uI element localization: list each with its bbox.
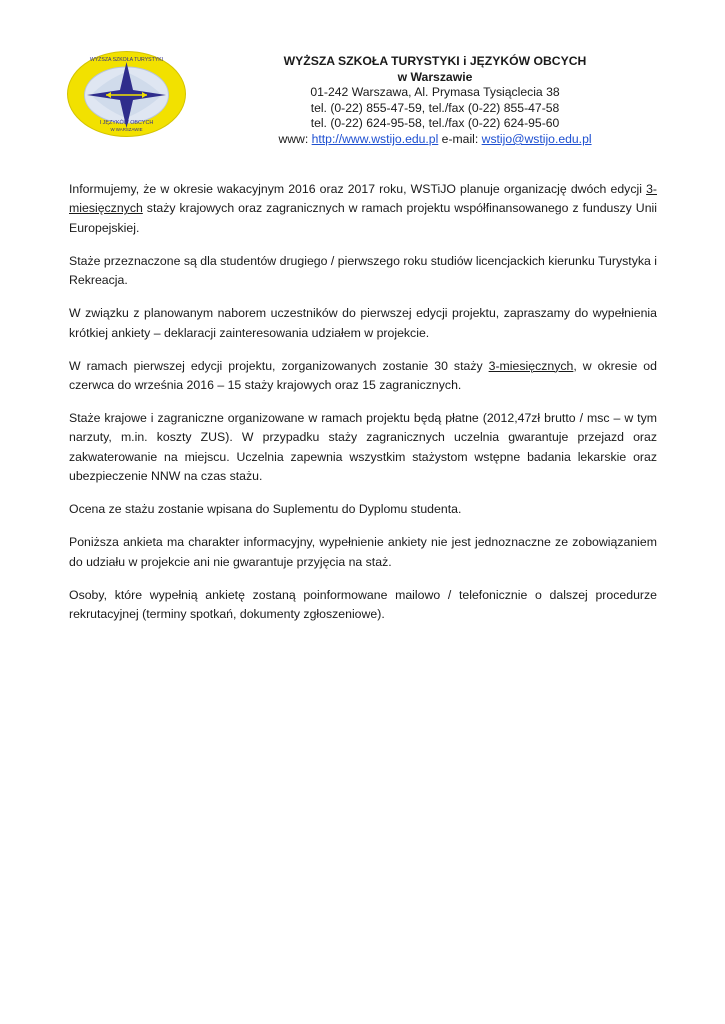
paragraph-2: Staże przeznaczone są dla studentów drugiego / pierwszego roku studiów licencjackich kierunku Turystyka i Rekreacja. — [69, 253, 657, 288]
letterhead — [230, 54, 640, 148]
logo-text-top: WYŻSZA SZKOŁA TURYSTYKI — [89, 57, 164, 63]
school-logo — [66, 50, 187, 138]
school-city: w Warszawie — [397, 69, 473, 84]
paragraph-6: Ocena ze stażu zostanie wpisana do Suplementu do Dyplomu studenta. — [69, 502, 462, 517]
letter-body — [69, 180, 657, 638]
paragraph-5: Staże krajowe i zagraniczne organizowane w ramach projektu będą płatne (2012,47zł brutto / msc – w tym narzuty, m.in. koszty ZUS). W przypadku staży zagranicznych uczelnia gwarantuje przejazd oraz zakwaterowanie na miejscu. Uczelnia zapewnia wszystkim stażystom wstępne badania lekarskie oraz ubezpieczenie NNW na czas stażu. — [69, 411, 657, 484]
website-link[interactable]: http://www.wstijo.edu.pl — [311, 131, 439, 146]
underlined-duration: 3-miesięcznych — [69, 182, 657, 216]
paragraph-3: W związku z planowanym naborem uczestników do pierwszej edycji projektu, zapraszamy do wypełnienia krótkiej ankiety – deklaracji zainteresowania udziałem w projekcie. — [69, 306, 657, 340]
school-name: WYŻSZA SZKOŁA TURYSTYKI i JĘZYKÓW OBCYCH — [283, 54, 587, 68]
logo-text-bottom: I JĘZYKÓW OBCYCH — [99, 120, 154, 126]
paragraph-8: Osoby, które wypełnią ankietę zostaną poinformowane mailowo / telefonicznie o dalszej procedurze rekrutacyjnej (terminy spotkań, dokumenty zgłoszeniowe). — [69, 587, 657, 622]
www-label: www: — [278, 131, 312, 146]
email-label: e-mail: — [438, 131, 482, 146]
contact-line — [230, 132, 640, 148]
paragraph-1: Informujemy, że w okresie wakacyjnym 2016 oraz 2017 roku, WSTiJO planuje organizację dwóch edycji 3-miesięcznych staży krajowych oraz zagranicznych w ramach projektu współfinansowanego z funduszy Unii Europejskiej. — [69, 182, 657, 235]
paragraph-7: Poniższa ankieta ma charakter informacyjny, wypełnienie ankiety nie jest jednoznaczne ze zobowiązaniem do udziału w projekcie ani nie gwarantuje przyjęcia na staż. — [69, 535, 657, 569]
underlined-duration: 3-miesięcznych — [488, 358, 574, 373]
phone-line-1: tel. (0-22) 855-47-59, tel./fax (0-22) 855-47-58 — [310, 100, 560, 115]
email-link[interactable]: wstijo@wstijo.edu.pl — [481, 131, 592, 146]
school-address: 01-242 Warszawa, Al. Prymasa Tysiąclecia 38 — [310, 85, 560, 100]
logo-text-city: W WARSZAWIE — [110, 127, 143, 132]
paragraph-4: W ramach pierwszej edycji projektu, zorganizowanych zostanie 30 staży 3-miesięcznych, w okresie od czerwca do września 2016 – 15 staży krajowych oraz 15 zagranicznych. — [69, 358, 657, 393]
phone-line-2: tel. (0-22) 624-95-58, tel./fax (0-22) 624-95-60 — [310, 116, 560, 131]
